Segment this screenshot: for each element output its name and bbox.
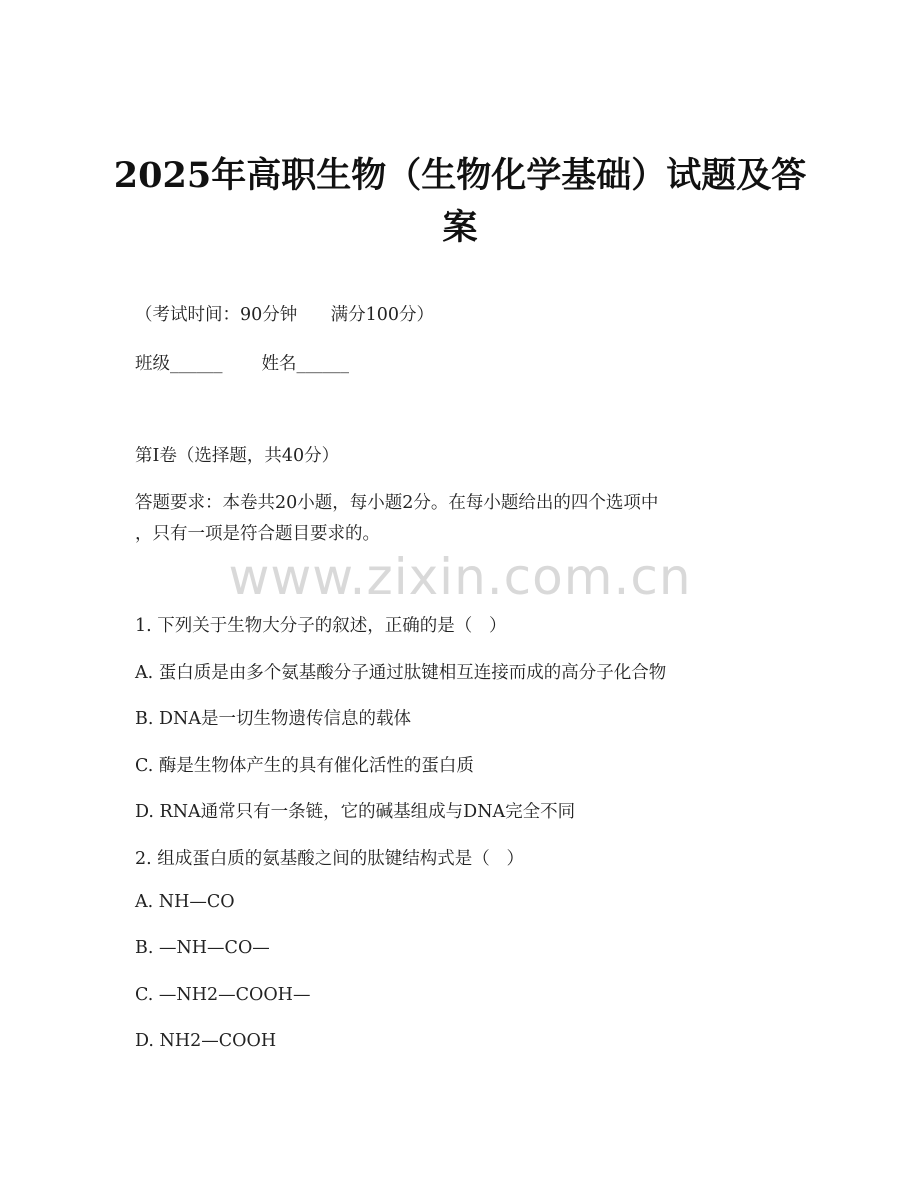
question-1-stem: 1. 下列关于生物大分子的叙述，正确的是（ ） [135, 616, 507, 636]
question-2-option-b: B. —NH—CO— [135, 938, 270, 958]
student-fields: 班级______ 姓名______ [135, 354, 349, 374]
question-2-stem: 2. 组成蛋白质的氨基酸之间的肽键结构式是（ ） [135, 849, 524, 869]
section-title: 第I卷（选择题，共40分） [135, 446, 340, 466]
question-2-option-a: A. NH—CO [135, 892, 235, 912]
instructions-line-1: 答题要求：本卷共20小题，每小题2分。在每小题给出的四个选项中 [135, 493, 659, 513]
watermark-text: www.zixin.com.cn [228, 548, 692, 606]
document-title [110, 150, 810, 254]
question-2-option-c: C. —NH2—COOH— [135, 985, 311, 1005]
exam-info: （考试时间：90分钟 满分100分） [135, 305, 435, 325]
question-1-option-c: C. 酶是生物体产生的具有催化活性的蛋白质 [135, 756, 474, 776]
title-line-2: 案 [442, 207, 478, 248]
question-1-option-a: A. 蛋白质是由多个氨基酸分子通过肽键相互连接而成的高分子化合物 [135, 663, 667, 683]
question-1-option-d: D. RNA通常只有一条链，它的碱基组成与DNA完全不同 [135, 802, 576, 822]
instructions-line-2: ，只有一项是符合题目要求的。 [135, 524, 380, 544]
question-1-option-b: B. DNA是一切生物遗传信息的载体 [135, 709, 411, 729]
title-line-1: 2025年高职生物（生物化学基础）试题及答 [113, 155, 807, 196]
question-2-option-d: D. NH2—COOH [135, 1031, 277, 1051]
